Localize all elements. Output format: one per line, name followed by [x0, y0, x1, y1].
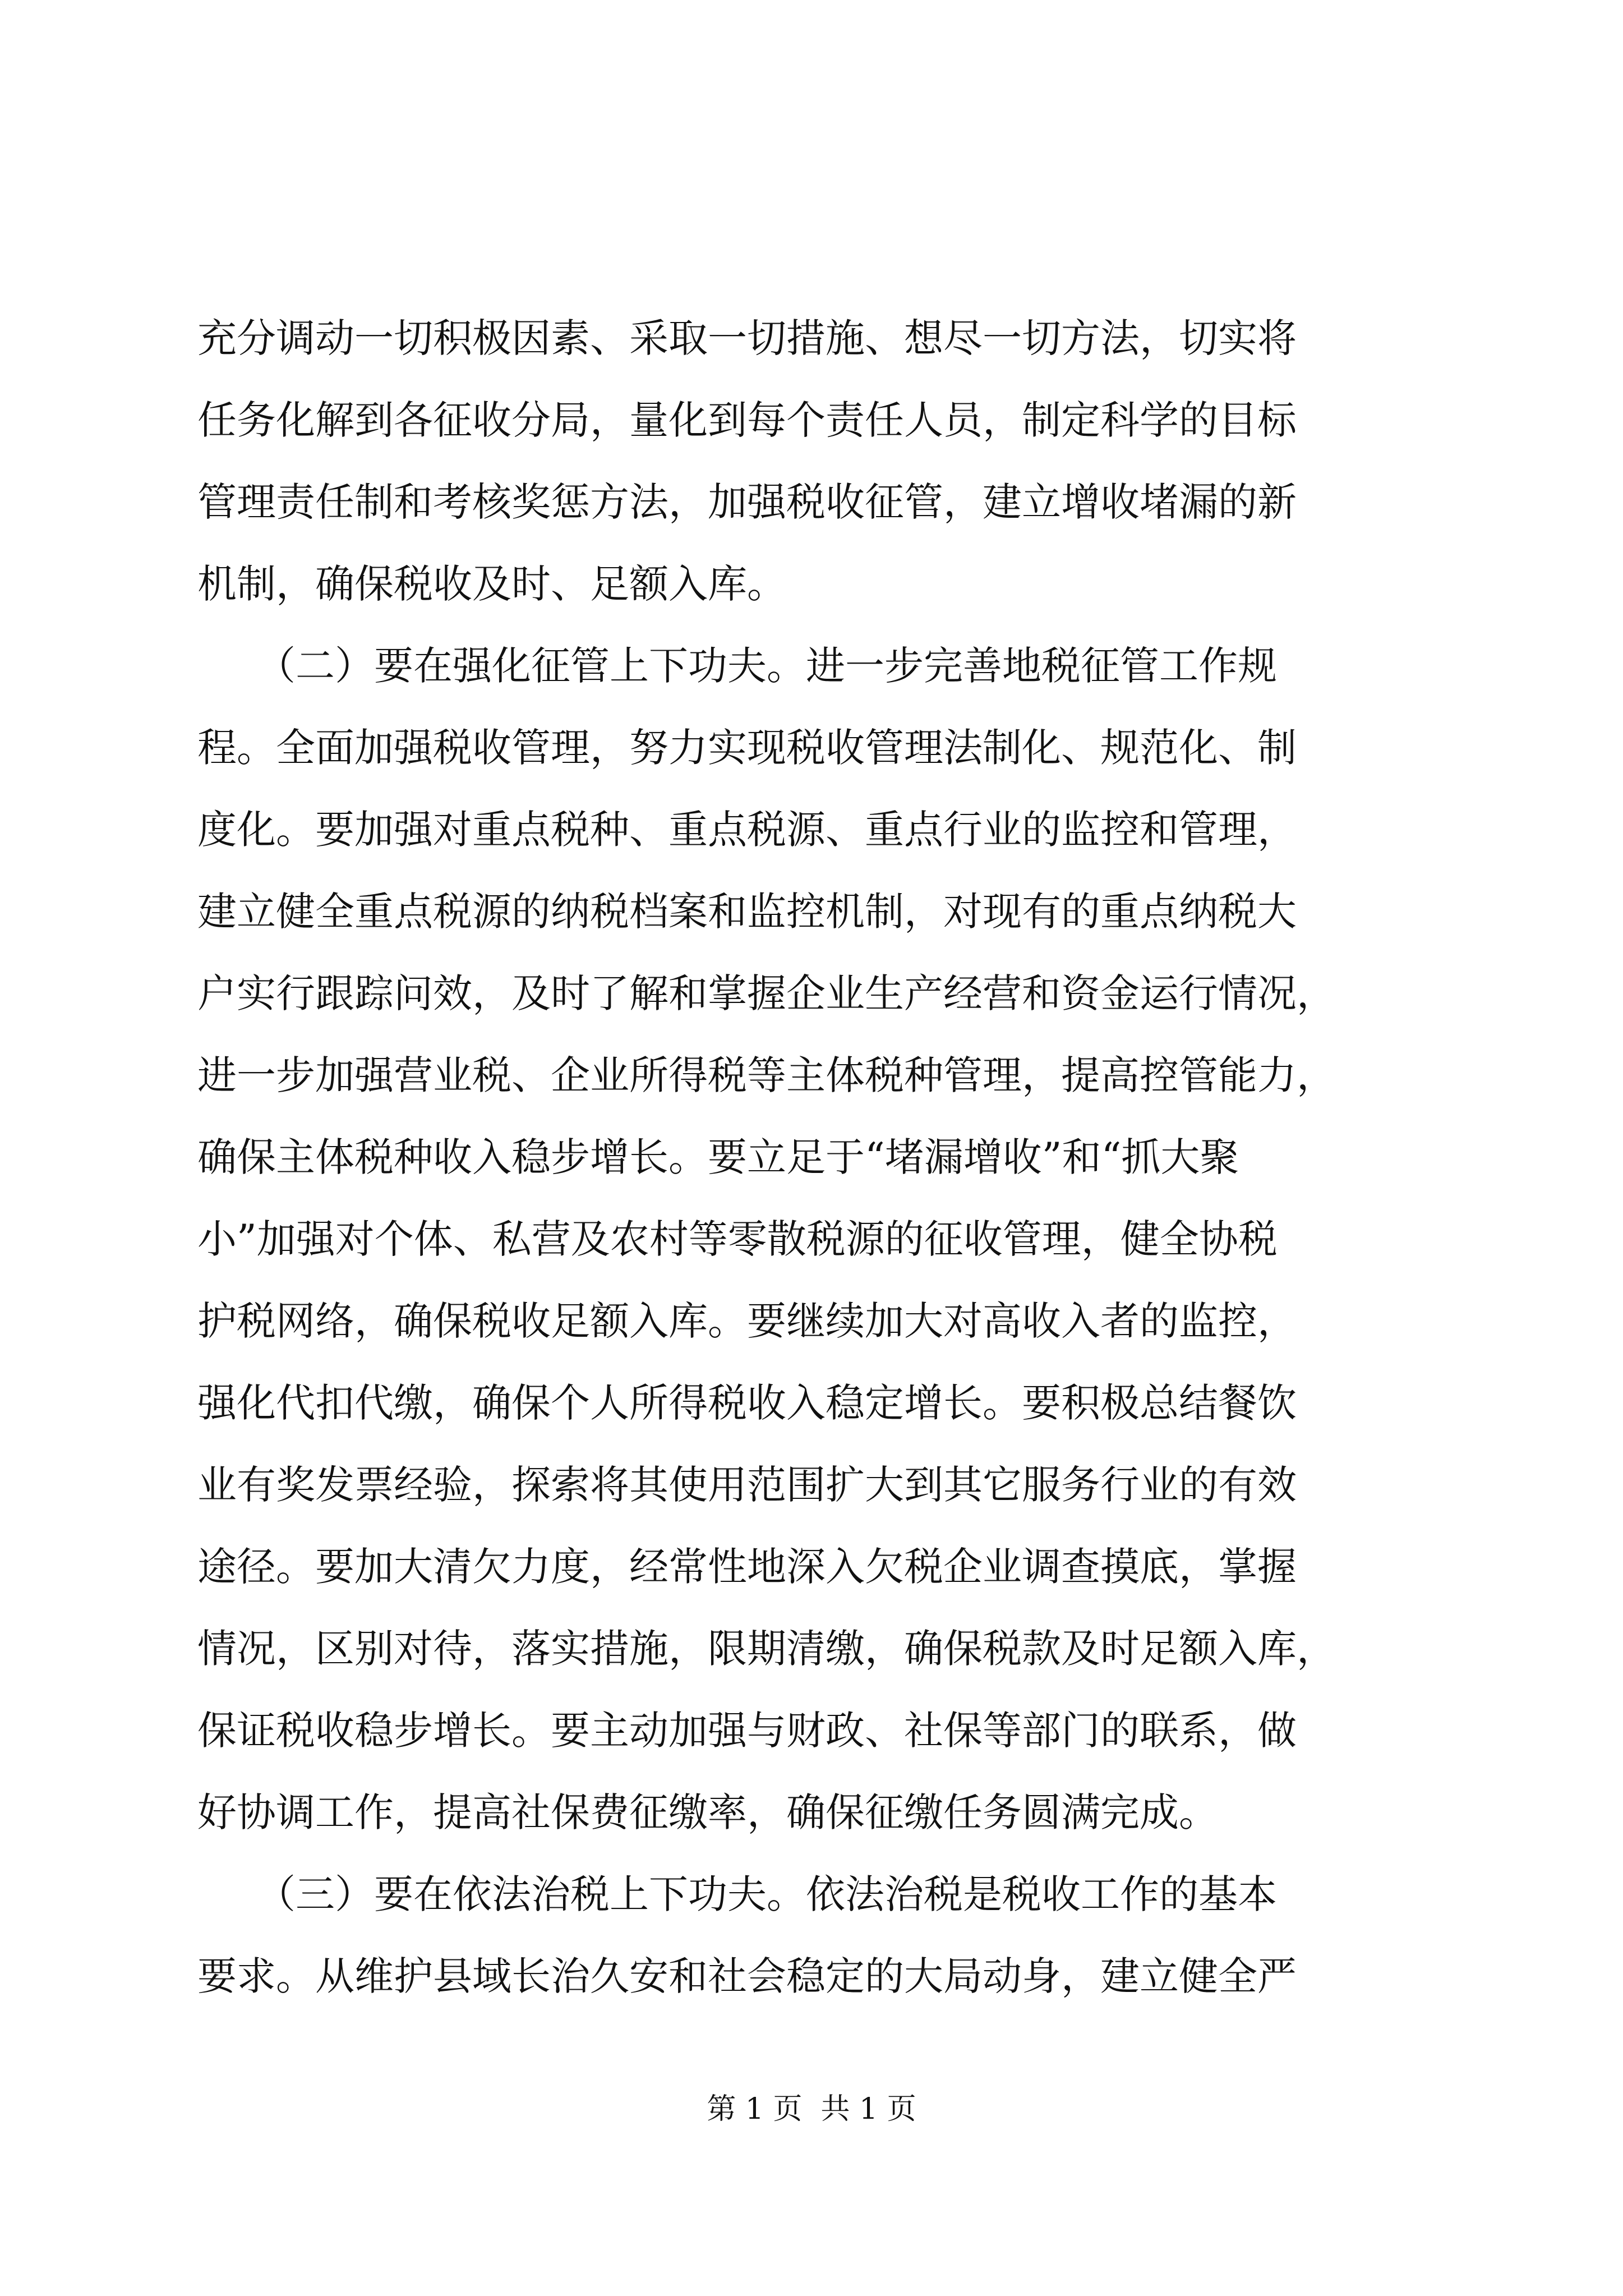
text-line: 进一步加强营业税、企业所得税等主体税种管理，提高控管能力， [197, 1052, 1336, 1098]
text-line: 途径。要加大清欠力度，经常性地深入欠税企业调查摸底，掌握 [197, 1544, 1297, 1590]
text-line: 任务化解到各征收分局，量化到每个责任人员，制定科学的目标 [197, 397, 1297, 443]
text-line: 情况，区别对待，落实措施，限期清缴，确保税款及时足额入库， [197, 1626, 1336, 1672]
text-line: 户实行跟踪问效，及时了解和掌握企业生产经营和资金运行情况， [197, 970, 1336, 1016]
page-footer: 第 1 页 共 1 页 [707, 2092, 916, 2126]
text-line: 强化代扣代缴，确保个人所得税收入稳定增长。要积极总结餐饮 [197, 1380, 1297, 1426]
body-text [197, 297, 1437, 2017]
text-line: 业有奖发票经验，探索将其使用范围扩大到其它服务行业的有效 [197, 1462, 1297, 1508]
text-line: 好协调工作，提高社保费征缴率，确保征缴任务圆满完成。 [197, 1789, 1218, 1835]
text-line: 小”加强对个体、私营及农村等零散税源的征收管理，健全协税 [197, 1216, 1278, 1262]
text-line: 度化。要加强对重点税种、重点税源、重点行业的监控和管理， [197, 807, 1297, 853]
text-line: 机制，确保税收及时、足额入库。 [197, 561, 786, 607]
text-line: 要求。从维护县域长治久安和社会稳定的大局动身，建立健全严 [197, 1953, 1297, 1999]
text-line: （三）要在依法治税上下功夫。依法治税是税收工作的基本 [197, 1871, 1277, 1917]
text-line: 保证税收稳步增长。要主动加强与财政、社保等部门的联系，做 [197, 1708, 1297, 1754]
text-line: 护税网络，确保税收足额入库。要继续加大对高收入者的监控， [197, 1298, 1297, 1344]
text-line: 管理责任制和考核奖惩方法，加强税收征管，建立增收堵漏的新 [197, 479, 1297, 525]
text-line: 充分调动一切积极因素、采取一切措施、想尽一切方法，切实将 [197, 315, 1297, 361]
text-line: （二）要在强化征管上下功夫。进一步完善地税征管工作规 [197, 643, 1277, 689]
text-line: 程。全面加强税收管理，努力实现税收管理法制化、规范化、制 [197, 725, 1297, 771]
text-line: 建立健全重点税源的纳税档案和监控机制，对现有的重点纳税大 [197, 889, 1297, 935]
text-line: 确保主体税种收入稳步增长。要立足于“堵漏增收”和“抓大聚 [197, 1134, 1239, 1180]
